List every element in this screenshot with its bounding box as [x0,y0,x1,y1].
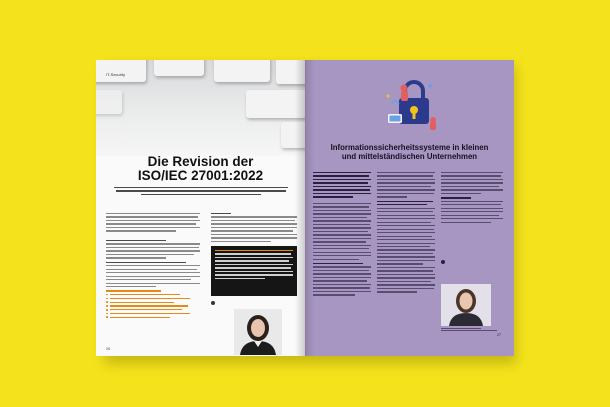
right-column-3 [441,172,503,225]
author-caption-right [441,328,503,332]
highlight-box [211,246,297,296]
left-page [96,60,305,356]
security-illustration [375,74,445,134]
page-number-right: 27 [497,333,501,337]
article-title-line2: ISO/IEC 27001:2022 [137,168,264,183]
right-column-1 [313,172,371,298]
author-photo [234,309,282,355]
page-number-left: 26 [106,347,110,351]
article-lead [114,187,288,197]
right-article-title-line2: und mittelständischen Unternehmen [341,152,478,161]
keyboard-photo [96,60,305,156]
right-page [305,60,514,356]
left-text-column [106,213,200,320]
right-text-column [211,213,297,244]
right-article-title-line1: Informationssicherheitssysteme in kleinen [330,143,489,152]
section-tag: IT-Security [106,72,126,77]
social-icon [211,301,215,305]
article-title-line1: Die Revision der [147,154,254,169]
author-photo-right [441,284,491,326]
right-column-2 [377,172,435,295]
open-magazine [96,60,514,356]
social-icon-right [441,260,445,264]
